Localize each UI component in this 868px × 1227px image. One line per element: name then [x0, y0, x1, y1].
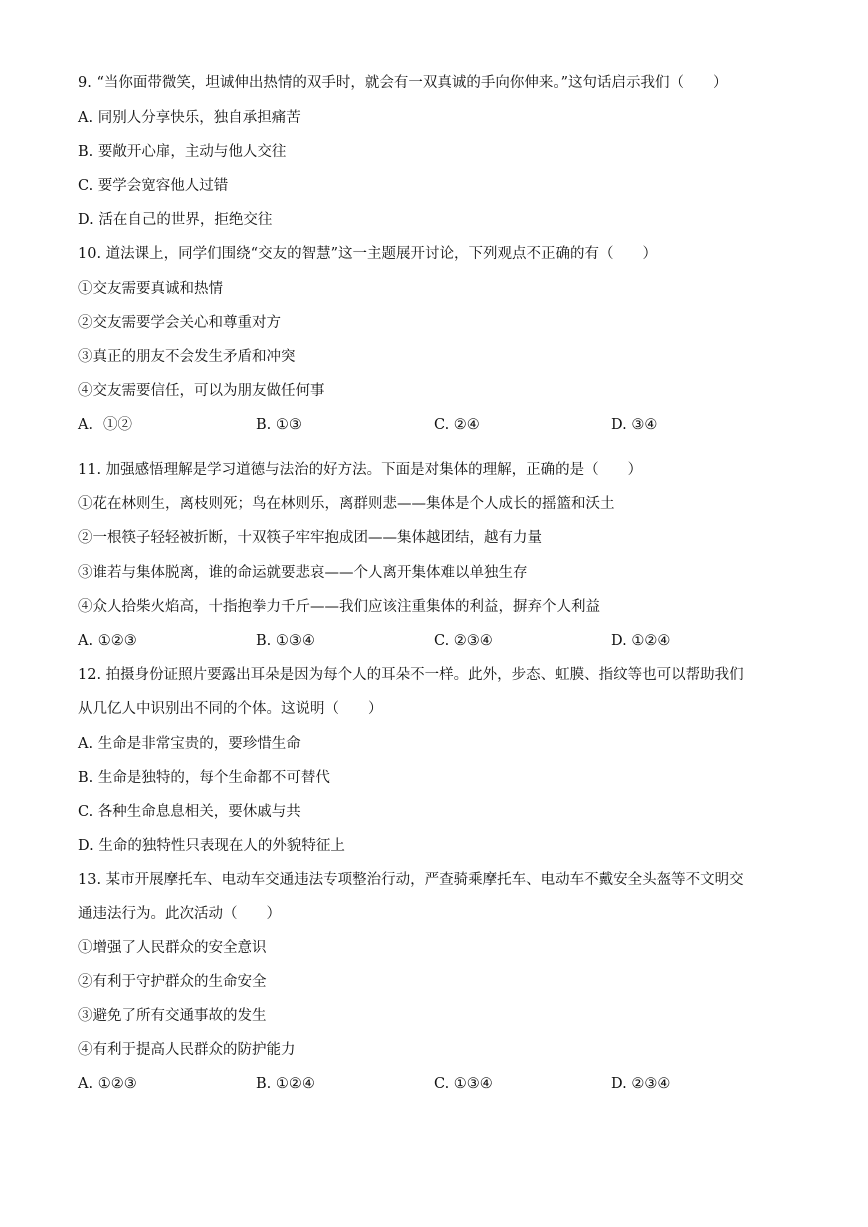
q11-option-a: A. ①②③	[78, 633, 137, 649]
q10-statement-2: ②交友需要学会关心和尊重对方	[78, 315, 281, 331]
q11-statement-1: ①花在林则生，离枝则死；鸟在林则乐，离群则悲——集体是个人成长的摇篮和沃土	[78, 496, 615, 512]
q11-statement-4: ④众人拾柴火焰高，十指抱拳力千斤——我们应该注重集体的利益，摒弃个人利益	[78, 599, 600, 615]
q9-option-b: B. 要敞开心扉，主动与他人交往	[78, 144, 287, 160]
q11-statement-3: ③谁若与集体脱离，谁的命运就要悲哀——个人离开集体难以单独生存	[78, 565, 528, 581]
q12-option-a: A. 生命是非常宝贵的，要珍惜生命	[78, 736, 301, 752]
q10-statement-4: ④交友需要信任，可以为朋友做任何事	[78, 383, 325, 399]
q11-options	[78, 631, 788, 651]
q10-option-a: A．①②	[78, 417, 132, 433]
q12-option-d: D. 生命的独特性只表现在人的外貌特征上	[78, 838, 345, 854]
q10-stem: 10. 道法课上，同学们围绕“交友的智慧”这一主题展开讨论，下列观点不正确的有（ ）	[78, 246, 657, 262]
q13-option-d: D. ②③④	[611, 1076, 671, 1092]
q13-statement-2: ②有利于守护群众的生命安全	[78, 974, 267, 990]
q9-option-a: A. 同别人分享快乐，独自承担痛苦	[78, 110, 301, 126]
q10-options	[78, 415, 788, 435]
q12-stem-line1: 12. 拍摄身份证照片要露出耳朵是因为每个人的耳朵不一样。此外，步态、虹膜、指纹等也可以帮助我们	[78, 667, 744, 683]
q11-option-b: B. ①③④	[256, 633, 315, 649]
q13-stem-line2: 通违法行为。此次活动（ ）	[78, 906, 281, 922]
q12-option-b: B. 生命是独特的，每个生命都不可替代	[78, 770, 330, 786]
q13-option-a: A. ①②③	[78, 1076, 137, 1092]
q13-statement-1: ①增强了人民群众的安全意识	[78, 940, 267, 956]
q11-option-c: C. ②③④	[434, 633, 493, 649]
q10-option-b: B. ①③	[256, 417, 302, 433]
q13-statement-4: ④有利于提高人民群众的防护能力	[78, 1042, 296, 1058]
q10-option-d: D. ③④	[611, 417, 658, 433]
q9-option-c: C. 要学会宽容他人过错	[78, 178, 229, 194]
q10-option-c: C. ②④	[434, 417, 480, 433]
q10-statement-1: ①交友需要真诚和热情	[78, 281, 223, 297]
q13-option-b: B. ①②④	[256, 1076, 315, 1092]
q11-statement-2: ②一根筷子轻轻被折断，十双筷子牢牢抱成团——集体越团结，越有力量	[78, 530, 542, 546]
q13-statement-3: ③避免了所有交通事故的发生	[78, 1008, 267, 1024]
q12-stem-line2: 从几亿人中识别出不同的个体。这说明（ ）	[78, 701, 383, 717]
q13-options	[78, 1074, 788, 1094]
q11-option-d: D. ①②④	[611, 633, 671, 649]
q13-stem-line1: 13. 某市开展摩托车、电动车交通违法专项整治行动，严查骑乘摩托车、电动车不戴安全头盔等不文明交	[78, 872, 744, 888]
q9-stem: 9. “当你面带微笑，坦诚伸出热情的双手时，就会有一双真诚的手向你伸来。”这句话启示我们（ ）	[78, 75, 728, 91]
q10-statement-3: ③真正的朋友不会发生矛盾和冲突	[78, 349, 296, 365]
q12-option-c: C. 各种生命息息相关，要休戚与共	[78, 804, 301, 820]
q11-stem: 11. 加强感悟理解是学习道德与法治的好方法。下面是对集体的理解，正确的是（ ）	[78, 462, 643, 478]
q13-option-c: C. ①③④	[434, 1076, 493, 1092]
q9-option-d: D. 活在自己的世界，拒绝交往	[78, 212, 273, 228]
